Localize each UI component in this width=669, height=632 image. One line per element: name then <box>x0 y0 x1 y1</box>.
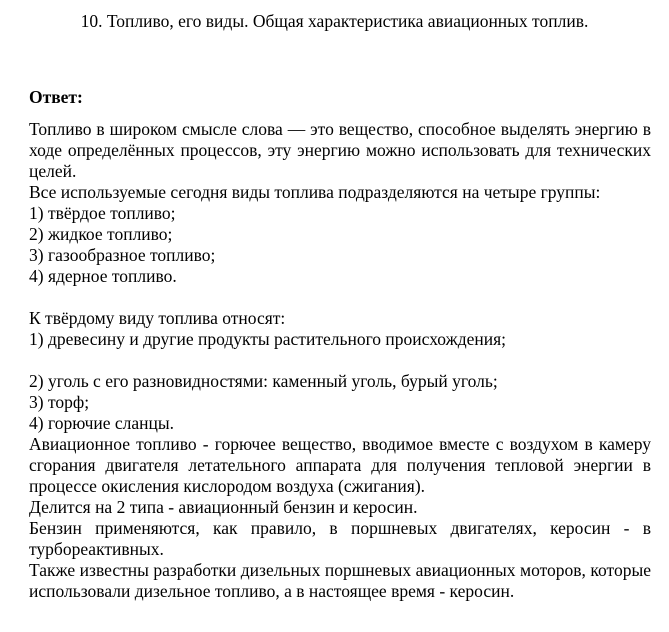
solid-fuel-intro: К твёрдому виду топлива относят: <box>29 308 286 328</box>
blank-line <box>29 350 651 371</box>
page-title: 10. Топливо, его виды. Общая характеристика авиационных топлив. <box>80 11 589 31</box>
list-item: 1) твёрдое топливо; <box>29 203 176 223</box>
list-item: 4) горючие сланцы. <box>29 413 175 433</box>
diesel-note: Также известны разработки дизельных поршневых авиационных моторов, которые использовали дизельное топливо, а в настоящее время - керосин. <box>29 560 651 601</box>
list-item: 2) жидкое топливо; <box>29 224 173 244</box>
list-item: 3) газообразное топливо; <box>29 245 216 265</box>
groups-intro: Все используемые сегодня виды топлива подразделяются на четыре группы: <box>29 182 601 202</box>
list-item: 3) торф; <box>29 392 90 412</box>
list-item: 1) древесину и другие продукты растительного происхождения; <box>29 329 507 349</box>
blank-line <box>29 287 651 308</box>
fuel-types: Делится на 2 типа - авиационный бензин и керосин. <box>29 497 418 517</box>
answer-label: Ответ: <box>29 87 83 107</box>
answer-body <box>29 119 651 602</box>
aviation-fuel-definition: Авиационное топливо - горючее вещество, вводимое вместе с воздухом в камеру сгорания двигателя летательного аппарата для получения тепловой энергии в процессе окисления кислородом воздуха (сжигания). <box>29 434 651 496</box>
fuel-usage: Бензин применяются, как правило, в поршневых двигателях, керосин - в турбореактивных. <box>29 518 651 559</box>
intro-paragraph: Топливо в широком смысле слова — это вещество, способное выделять энергию в ходе определённых процессов, эту энергию можно использовать для технических целей. <box>29 119 651 181</box>
list-item: 4) ядерное топливо. <box>29 266 177 286</box>
list-item: 2) уголь с его разновидностями: каменный уголь, бурый уголь; <box>29 371 498 391</box>
